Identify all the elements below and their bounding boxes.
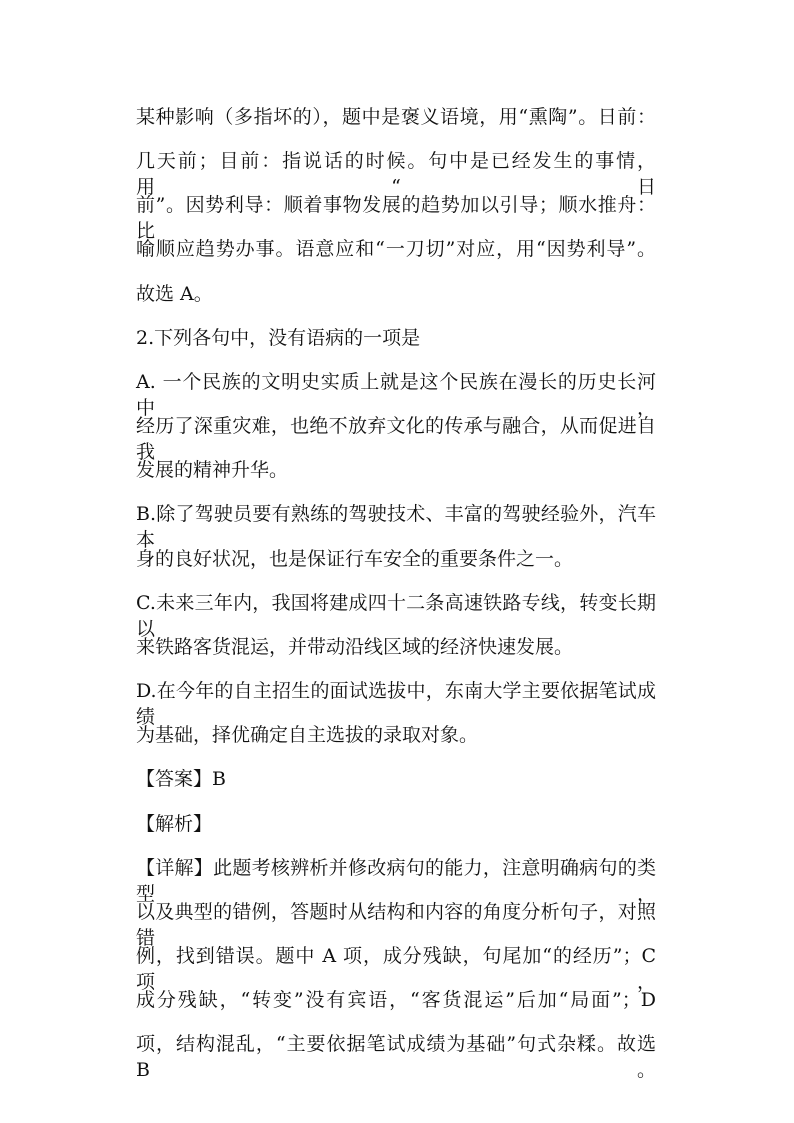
explanation-line: 【详解】此题考核辨析并修改病句的能力，注意明确病句的类型， bbox=[136, 857, 656, 905]
option-a: A. 一个民族的文明史实质上就是这个民族在漫长的历史长河中， bbox=[136, 371, 656, 419]
explanation-line: 项，结构混乱，“主要依据笔试成绩为基础”句式杂糅。故选 B。 bbox=[136, 1033, 656, 1081]
explanation-line: 以及典型的错例，答题时从结构和内容的角度分析句子，对照错 bbox=[136, 901, 656, 949]
text-line: 为基础，择优确定自主选拔的录取对象。 bbox=[136, 724, 479, 746]
text-line: 经历了深重灾难，也绝不放弃文化的传承与融合，从而促进自我 bbox=[136, 415, 656, 463]
text-line: 前”。因势利导：顺着事物发展的趋势加以引导；顺水推舟：比 bbox=[136, 194, 656, 242]
text-line: 喻顺应趋势办事。语意应和“一刀切”对应，用“因势利导”。 bbox=[136, 238, 656, 260]
option-c: C.未来三年内，我国将建成四十二条高速铁路专线，转变长期以 bbox=[136, 592, 656, 640]
text-line: 几天前；目前：指说话的时候。句中是已经发生的事情，用“日 bbox=[136, 150, 656, 198]
option-b: B.除了驾驶员要有熟练的驾驶技术、丰富的驾驶经验外，汽车本 bbox=[136, 503, 656, 551]
answer-label: 【答案】B bbox=[136, 768, 226, 790]
explanation-line: 成分残缺，“转变”没有宾语，“客货混运”后加“局面”；D bbox=[136, 989, 656, 1011]
question-stem: 2.下列各句中，没有语病的一项是 bbox=[136, 327, 421, 349]
option-d: D.在今年的自主招生的面试选拔中，东南大学主要依据笔试成绩 bbox=[136, 680, 656, 728]
explanation-line: 例，找到错误。题中 A 项，成分残缺，句尾加“的经历”；C 项， bbox=[136, 945, 656, 993]
text-line: 某种影响（多指坏的），题中是褒义语境，用“熏陶”。日前： bbox=[136, 106, 656, 128]
text-line: 发展的精神升华。 bbox=[136, 459, 289, 481]
analysis-heading: 【解析】 bbox=[136, 813, 213, 835]
text-line: 故选 A。 bbox=[136, 283, 213, 305]
text-line: 来铁路客货混运，并带动沿线区域的经济快速发展。 bbox=[136, 636, 574, 658]
text-line: 身的良好状况，也是保证行车安全的重要条件之一。 bbox=[136, 548, 574, 570]
